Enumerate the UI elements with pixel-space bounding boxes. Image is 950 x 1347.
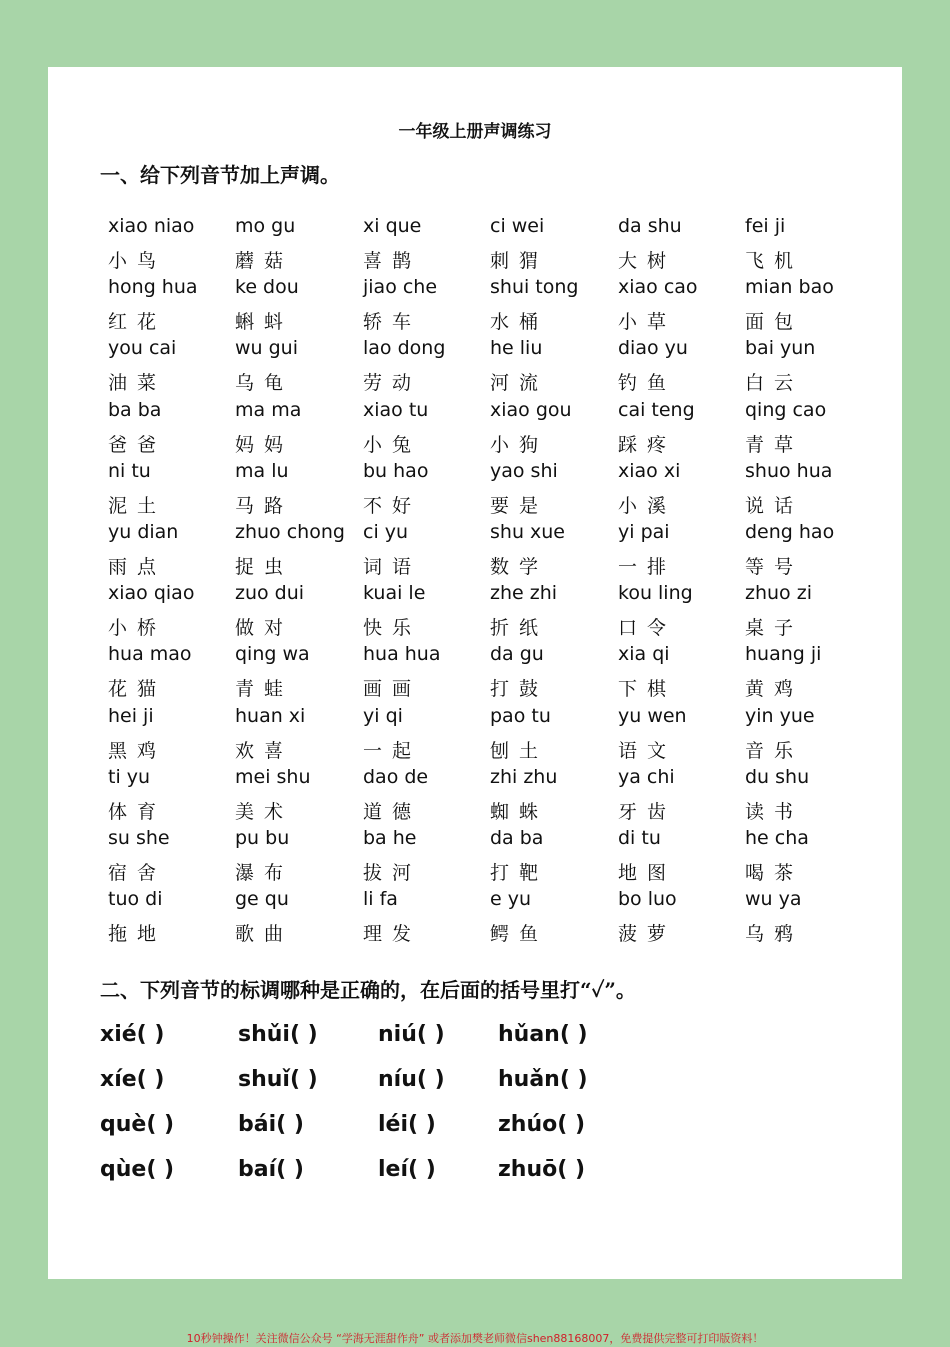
pinyin-syllable: du shu: [745, 765, 810, 788]
hanzi-word: 泥 土: [108, 494, 159, 517]
tone-option[interactable]: níu( ): [378, 1067, 445, 1092]
hanzi-word: 不 好: [363, 494, 414, 517]
hanzi-word: 乌 龟: [235, 372, 286, 395]
pinyin-syllable: bai yun: [745, 337, 816, 360]
hanzi-word: 雨 点: [108, 556, 159, 578]
pinyin-syllable: ma lu: [235, 459, 289, 482]
hanzi-word: 黑 鸡: [108, 739, 159, 762]
pinyin-syllable: ge qu: [235, 888, 289, 911]
section-2-heading: 二、下列音节的标调哪种是正确的，在后面的括号里打“✓”。: [100, 978, 636, 1002]
hanzi-word: 蝌 蚪: [235, 311, 286, 334]
hanzi-word: 理 发: [363, 923, 414, 946]
footer-notice: 10秒钟操作！关注微信公众号 “学海无涯甜作舟” 或者添加樊老师微信shen88168007，免费提供完整可打印版资料！: [186, 1332, 764, 1345]
pinyin-syllable: lao dong: [363, 337, 446, 360]
hanzi-word: 鳄 鱼: [490, 923, 541, 946]
pinyin-syllable: ba he: [363, 827, 417, 849]
pinyin-syllable: yu wen: [618, 704, 687, 727]
pinyin-syllable: mo gu: [235, 215, 296, 237]
pinyin-syllable: he cha: [745, 827, 809, 849]
hanzi-word: 折 纸: [490, 617, 541, 640]
pinyin-syllable: shu xue: [490, 521, 565, 543]
hanzi-word: 喜 鹊: [363, 250, 414, 272]
pinyin-syllable: ci yu: [363, 521, 409, 543]
pinyin-syllable: dao de: [363, 765, 429, 788]
pinyin-syllable: hua hua: [363, 643, 441, 666]
hanzi-word: 踩 疼: [618, 433, 669, 456]
pinyin-syllable: da gu: [490, 643, 544, 666]
hanzi-word: 语 文: [618, 739, 669, 762]
hanzi-word: 爸 爸: [108, 433, 159, 456]
tone-option[interactable]: zhúo( ): [498, 1112, 586, 1137]
pinyin-syllable: huang ji: [745, 643, 822, 666]
pinyin-syllable: zhi zhu: [490, 765, 558, 788]
pinyin-syllable: shuo hua: [745, 459, 833, 482]
hanzi-word: 青 蛙: [235, 678, 286, 701]
hanzi-word: 钓 鱼: [618, 372, 669, 395]
pinyin-syllable: pu bu: [235, 827, 290, 849]
hanzi-word: 小 兔: [363, 433, 414, 456]
hanzi-word: 词 语: [363, 556, 414, 578]
tone-option[interactable]: què( ): [100, 1112, 175, 1137]
worksheet-title: 一年级上册声调练习: [398, 122, 552, 142]
hanzi-word: 黄 鸡: [745, 678, 796, 701]
pinyin-syllable: jiao che: [363, 276, 438, 299]
tone-option[interactable]: niú( ): [378, 1022, 445, 1047]
pinyin-syllable: zhe zhi: [490, 582, 558, 605]
pinyin-syllable: xi que: [363, 215, 422, 237]
hanzi-word: 牙 齿: [618, 800, 669, 823]
pinyin-syllable: qing cao: [745, 398, 827, 421]
tone-option[interactable]: xié( ): [100, 1022, 165, 1047]
hanzi-word: 道 德: [363, 800, 414, 823]
pinyin-syllable: xiao cao: [618, 276, 698, 299]
hanzi-word: 地 图: [618, 862, 669, 884]
hanzi-word: 要 是: [490, 494, 541, 517]
hanzi-word: 蘑 菇: [235, 250, 286, 272]
tone-option[interactable]: shuǐ( ): [238, 1067, 318, 1092]
hanzi-word: 捉 虫: [235, 556, 286, 578]
pinyin-syllable: mian bao: [745, 276, 834, 299]
hanzi-word: 音 乐: [745, 739, 796, 762]
pinyin-syllable: qing wa: [235, 643, 310, 666]
hanzi-word: 白 云: [745, 372, 796, 395]
pinyin-syllable: xia qi: [618, 643, 670, 666]
hanzi-word: 打 鼓: [490, 678, 541, 701]
hanzi-word: 瀑 布: [235, 862, 286, 884]
hanzi-word: 小 鸟: [108, 250, 159, 272]
pinyin-syllable: xiao gou: [490, 398, 572, 421]
pinyin-syllable: fei ji: [745, 215, 786, 237]
tone-option[interactable]: baí( ): [238, 1157, 304, 1182]
hanzi-word: 菠 萝: [618, 923, 669, 946]
pinyin-syllable: hei ji: [108, 704, 154, 727]
hanzi-word: 青 草: [745, 433, 796, 456]
hanzi-word: 小 桥: [108, 617, 159, 640]
pinyin-syllable: kou ling: [618, 582, 693, 605]
hanzi-word: 拖 地: [108, 923, 159, 946]
hanzi-word: 刺 猬: [490, 250, 541, 272]
hanzi-word: 面 包: [745, 311, 796, 334]
pinyin-syllable: zhuo chong: [235, 521, 345, 543]
pinyin-syllable: xiao qiao: [108, 582, 195, 605]
pinyin-syllable: yu dian: [108, 521, 179, 543]
pinyin-syllable: shui tong: [490, 276, 579, 299]
hanzi-word: 体 育: [108, 800, 159, 823]
pinyin-syllable: ke dou: [235, 276, 299, 299]
pinyin-syllable: hong hua: [108, 276, 198, 299]
pinyin-syllable: mei shu: [235, 765, 311, 788]
pinyin-syllable: ba ba: [108, 398, 162, 421]
hanzi-word: 小 溪: [618, 494, 669, 517]
hanzi-word: 劳 动: [363, 372, 414, 395]
pinyin-syllable: bu hao: [363, 459, 429, 482]
hanzi-word: 红 花: [108, 311, 159, 334]
pinyin-syllable: da ba: [490, 827, 544, 849]
hanzi-word: 打 靶: [490, 862, 541, 884]
pinyin-syllable: xiao xi: [618, 459, 681, 482]
hanzi-word: 大 树: [618, 250, 669, 272]
hanzi-word: 歌 曲: [235, 923, 286, 946]
section-1-heading: 一、给下列音节加上声调。: [100, 163, 340, 187]
pinyin-syllable: huan xi: [235, 704, 306, 727]
pinyin-syllable: deng hao: [745, 521, 835, 543]
hanzi-word: 画 画: [363, 678, 414, 701]
hanzi-word: 马 路: [235, 494, 286, 517]
tone-option[interactable]: léi( ): [378, 1112, 436, 1137]
hanzi-word: 口 令: [618, 617, 669, 640]
tone-option[interactable]: bái( ): [238, 1112, 304, 1137]
pinyin-syllable: xiao tu: [363, 398, 429, 421]
hanzi-word: 下 棋: [618, 678, 669, 701]
hanzi-word: 河 流: [490, 372, 541, 395]
hanzi-word: 宿 舍: [108, 862, 159, 884]
hanzi-word: 乌 鸦: [745, 923, 796, 946]
pinyin-syllable: you cai: [108, 337, 177, 360]
pinyin-syllable: yi qi: [363, 704, 403, 727]
hanzi-word: 说 话: [745, 494, 796, 517]
pinyin-syllable: hua mao: [108, 643, 192, 666]
pinyin-syllable: ci wei: [490, 215, 545, 237]
pinyin-syllable: xiao niao: [108, 215, 195, 237]
hanzi-word: 刨 土: [490, 739, 541, 762]
pinyin-syllable: zuo dui: [235, 582, 305, 605]
pinyin-syllable: ti yu: [108, 765, 151, 788]
pinyin-syllable: wu ya: [745, 888, 802, 911]
pinyin-syllable: pao tu: [490, 704, 551, 727]
pinyin-syllable: yi pai: [618, 521, 670, 543]
tone-option[interactable]: shǔi( ): [238, 1022, 318, 1047]
hanzi-word: 小 狗: [490, 433, 541, 456]
hanzi-word: 欢 喜: [235, 739, 286, 762]
pinyin-syllable: su she: [108, 827, 170, 849]
hanzi-word: 拔 河: [363, 862, 414, 884]
hanzi-word: 等 号: [745, 556, 796, 578]
pinyin-syllable: da shu: [618, 215, 682, 237]
tone-option[interactable]: qùe( ): [100, 1157, 175, 1182]
tone-option[interactable]: xíe( ): [100, 1067, 165, 1092]
pinyin-syllable: ma ma: [235, 398, 302, 421]
pinyin-syllable: yin yue: [745, 704, 815, 727]
hanzi-word: 美 术: [235, 800, 286, 823]
pinyin-syllable: bo luo: [618, 888, 677, 911]
pinyin-syllable: ni tu: [108, 459, 151, 482]
hanzi-word: 小 草: [618, 311, 669, 334]
pinyin-syllable: zhuo zi: [745, 582, 812, 605]
pinyin-syllable: e yu: [490, 888, 532, 911]
hanzi-word: 喝 茶: [745, 862, 796, 884]
pinyin-syllable: di tu: [618, 827, 661, 849]
hanzi-word: 飞 机: [745, 250, 796, 272]
pinyin-syllable: yao shi: [490, 459, 558, 482]
pinyin-syllable: cai teng: [618, 398, 695, 421]
pinyin-syllable: he liu: [490, 337, 543, 360]
hanzi-word: 一 排: [618, 556, 669, 578]
hanzi-word: 快 乐: [363, 617, 414, 640]
hanzi-word: 轿 车: [363, 311, 414, 334]
tone-option[interactable]: leí( ): [378, 1157, 436, 1182]
tone-option[interactable]: hǔan( ): [498, 1022, 588, 1047]
hanzi-word: 桌 子: [745, 617, 796, 640]
pinyin-syllable: diao yu: [618, 337, 688, 360]
hanzi-word: 做 对: [235, 617, 286, 640]
hanzi-word: 读 书: [745, 800, 796, 823]
hanzi-word: 油 菜: [108, 372, 159, 395]
hanzi-word: 蜘 蛛: [490, 800, 541, 823]
hanzi-word: 水 桶: [490, 311, 541, 334]
pinyin-syllable: wu gui: [235, 337, 299, 360]
tone-option[interactable]: zhuō( ): [498, 1157, 586, 1182]
hanzi-word: 花 猫: [108, 678, 159, 701]
hanzi-word: 数 学: [490, 556, 541, 578]
pinyin-syllable: kuai le: [363, 582, 426, 605]
worksheet-page: [48, 67, 902, 1279]
pinyin-syllable: tuo di: [108, 888, 163, 911]
pinyin-syllable: li fa: [363, 888, 398, 911]
hanzi-word: 一 起: [363, 739, 414, 762]
tone-option[interactable]: huǎn( ): [498, 1067, 588, 1092]
hanzi-word: 妈 妈: [235, 433, 286, 456]
pinyin-syllable: ya chi: [618, 765, 675, 788]
